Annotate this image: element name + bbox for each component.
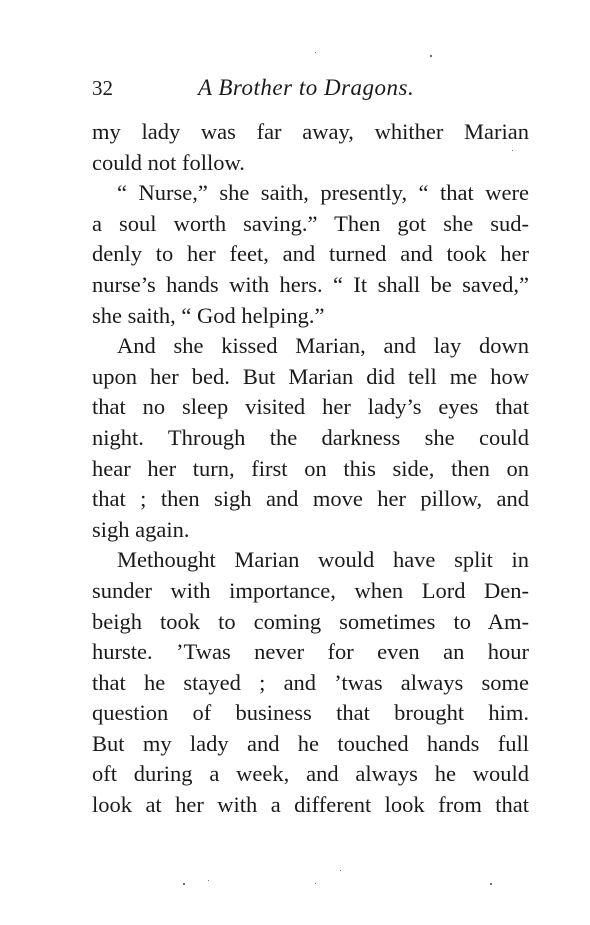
scan-speck <box>208 880 209 881</box>
scan-speck <box>315 52 316 53</box>
scan-speck <box>340 870 341 871</box>
text-line: nurse’s hands with hers. “ It shall be saved,” <box>92 271 529 297</box>
scan-speck <box>430 55 432 57</box>
text-line: beigh took to coming sometimes to Am- <box>92 608 529 634</box>
text-line: hurste. ’Twas never for even an hour <box>92 639 529 665</box>
page-header <box>92 72 528 104</box>
text-line: look at her with a different look from that <box>92 792 529 818</box>
text-line: sigh again. <box>92 516 190 542</box>
text-line: night. Through the darkness she could <box>92 424 529 450</box>
text-line: that he stayed ; and ’twas always some <box>92 669 529 695</box>
text-line: question of business that brought him. <box>92 700 529 726</box>
text-line: oft during a week, and always he would <box>92 761 529 787</box>
scan-speck <box>512 150 513 151</box>
scan-speck <box>315 883 316 884</box>
body-text <box>92 117 529 821</box>
text-line: And she kissed Marian, and lay down <box>117 333 529 359</box>
text-line: But my lady and he touched hands full <box>92 730 529 756</box>
scan-speck <box>183 883 185 885</box>
text-line: my lady was far away, whither Marian <box>92 119 529 144</box>
page-number: 32 <box>92 76 113 100</box>
text-line: hear her turn, first on this side, then on <box>92 455 529 481</box>
text-line: she saith, “ God helping.” <box>92 302 325 328</box>
text-line: denly to her feet, and turned and took her <box>92 241 529 267</box>
text-line: could not follow. <box>92 149 245 175</box>
scan-speck <box>490 883 492 885</box>
text-line: sunder with importance, when Lord Den- <box>92 577 529 603</box>
running-title: A Brother to Dragons. <box>198 75 415 100</box>
text-line: “ Nurse,” she saith, presently, “ that were <box>117 180 529 206</box>
text-line: a soul worth saving.” Then got she sud- <box>92 210 529 236</box>
text-line: Methought Marian would have split in <box>117 547 529 573</box>
text-line: that ; then sigh and move her pillow, and <box>92 486 529 512</box>
text-line: upon her bed. But Marian did tell me how <box>92 363 529 389</box>
text-line: that no sleep visited her lady’s eyes that <box>92 394 529 420</box>
